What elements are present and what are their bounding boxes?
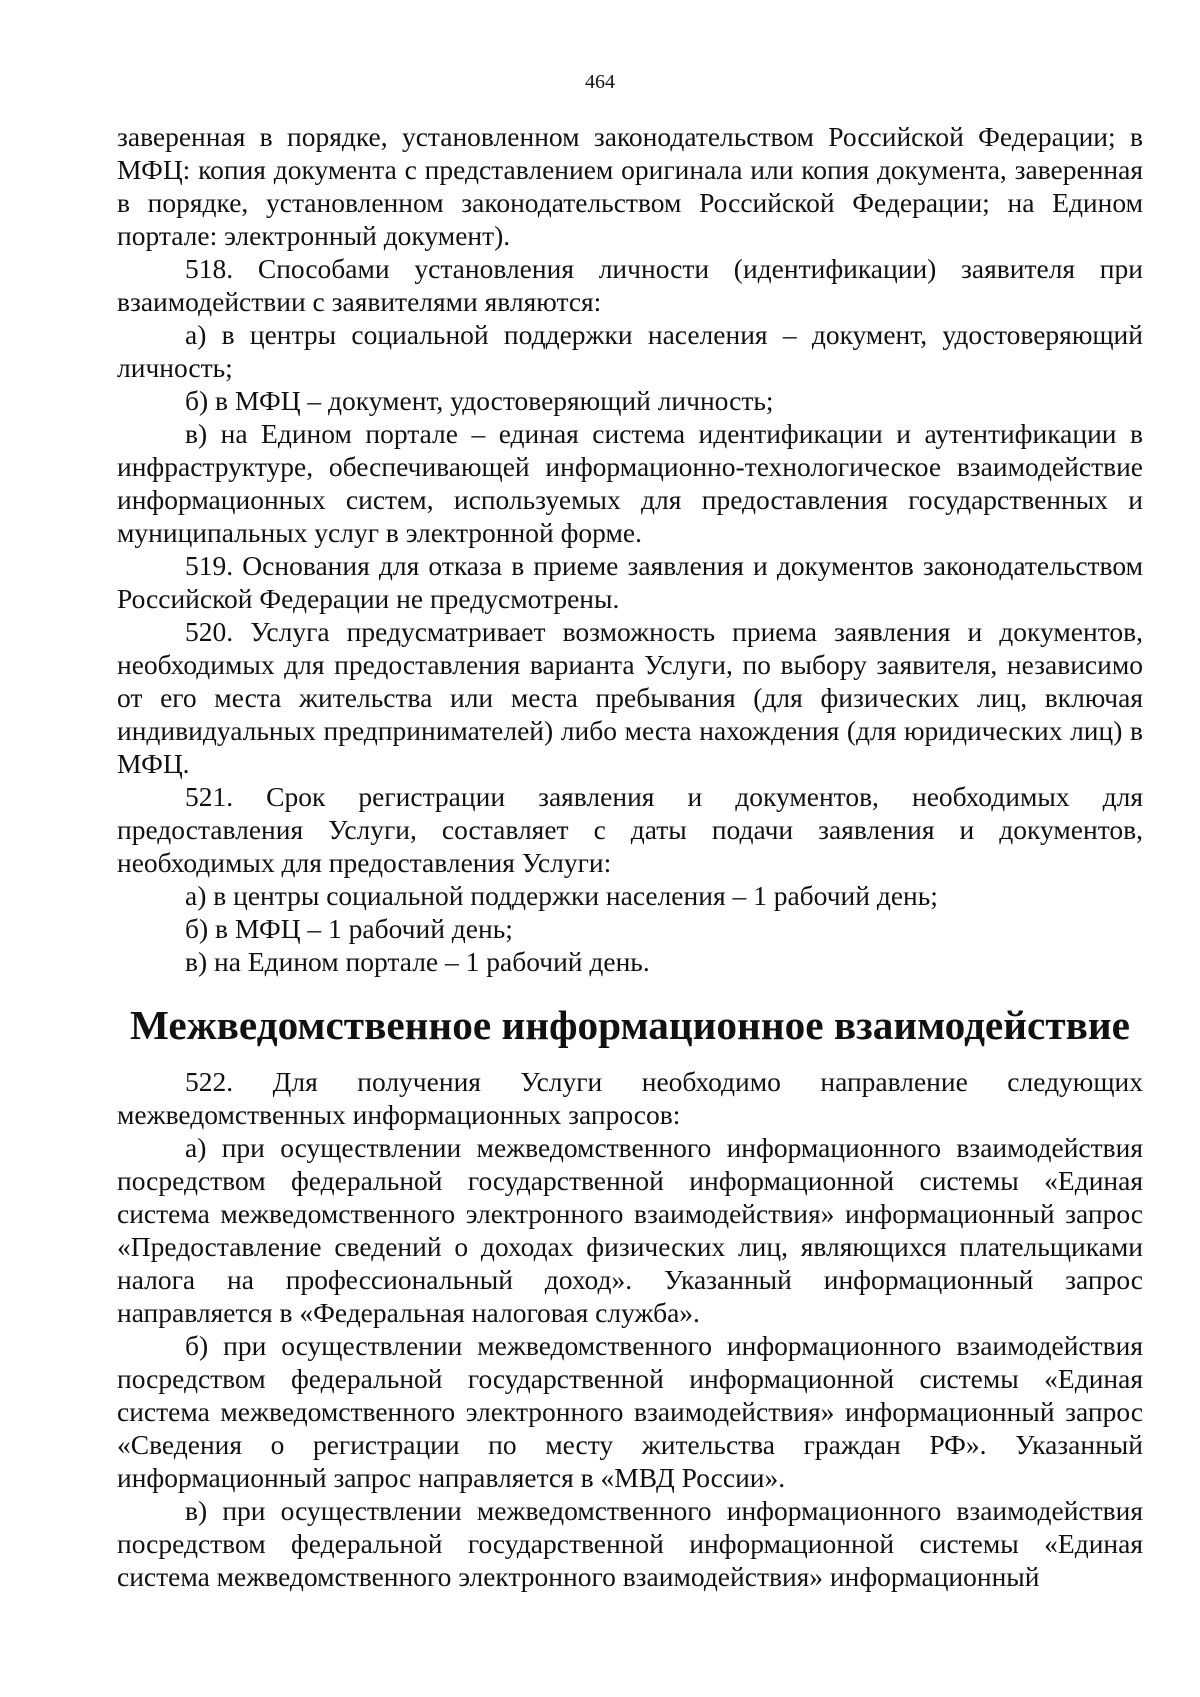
paragraph: в) при осуществлении межведомственного информационного взаимодействия посредством федеральной государственной информационной системы «Единая система межведомственного электронного взаимодействия» информационный (117, 1495, 1143, 1592)
paragraph: 521. Срок регистрации заявления и документов, необходимых для предоставления Услуги, составляет с даты подачи заявления и документов, необходимых для предоставления Услуги: (117, 781, 1143, 878)
paragraph: а) при осуществлении межведомственного информационного взаимодействия посредством федеральной государственной информационной системы «Единая система межведомственного электронного взаимодействия» информационный запрос «Предоставление сведений о доходах физических лиц, являющихся плательщиками налога на профессиональный доход». Указанный информационный запрос направляется в «Федеральная налоговая служба». (117, 1132, 1143, 1328)
paragraph: а) в центры социальной поддержки населения – документ, удостоверяющий личность; (117, 319, 1143, 383)
paragraph: 519. Основания для отказа в приеме заявления и документов законодательством Российской Федерации не предусмотрены. (117, 550, 1143, 614)
paragraph: в) на Едином портале – единая система идентификации и аутентификации в инфраструктуре, обеспечивающей информационно-технологическое взаимодействие информационных систем, используемых для предоставления государственных и муниципальных услуг в электронной форме. (117, 418, 1143, 548)
paragraph: в) на Едином портале – 1 рабочий день. (185, 946, 650, 977)
page-number: 464 (585, 71, 615, 93)
paragraph: заверенная в порядке, установленном законодательством Российской Федерации; в МФЦ: копия документа с представлением оригинала или копия документа, заверенная в порядке, установленном законодательством Российской Федерации; на Едином портале: электронный документ). (117, 121, 1143, 251)
paragraph: а) в центры социальной поддержки населения – 1 рабочий день; (185, 880, 938, 911)
paragraph: 518. Способами установления личности (идентификации) заявителя при взаимодействии с заявителями являются: (117, 253, 1143, 317)
paragraph: б) в МФЦ – документ, удостоверяющий личность; (185, 385, 774, 416)
section-heading: Межведомственное информационное взаимодействие (130, 1002, 1130, 1048)
paragraph: 522. Для получения Услуги необходимо направление следующих межведомственных информационных запросов: (117, 1066, 1143, 1130)
document-body (117, 120, 1143, 1593)
paragraph: 520. Услуга предусматривает возможность приема заявления и документов, необходимых для предоставления варианта Услуги, по выбору заявителя, независимо от его места жительства или места пребывания (для физических лиц, включая индивидуальных предпринимателей) либо места нахождения (для юридических лиц) в МФЦ. (117, 616, 1143, 779)
paragraph: б) в МФЦ – 1 рабочий день; (185, 913, 513, 944)
paragraph: б) при осуществлении межведомственного информационного взаимодействия посредством федеральной государственной информационной системы «Единая система межведомственного электронного взаимодействия» информационный запрос «Сведения о регистрации по месту жительства граждан РФ». Указанный информационный запрос направляется в «МВД России». (117, 1330, 1143, 1493)
